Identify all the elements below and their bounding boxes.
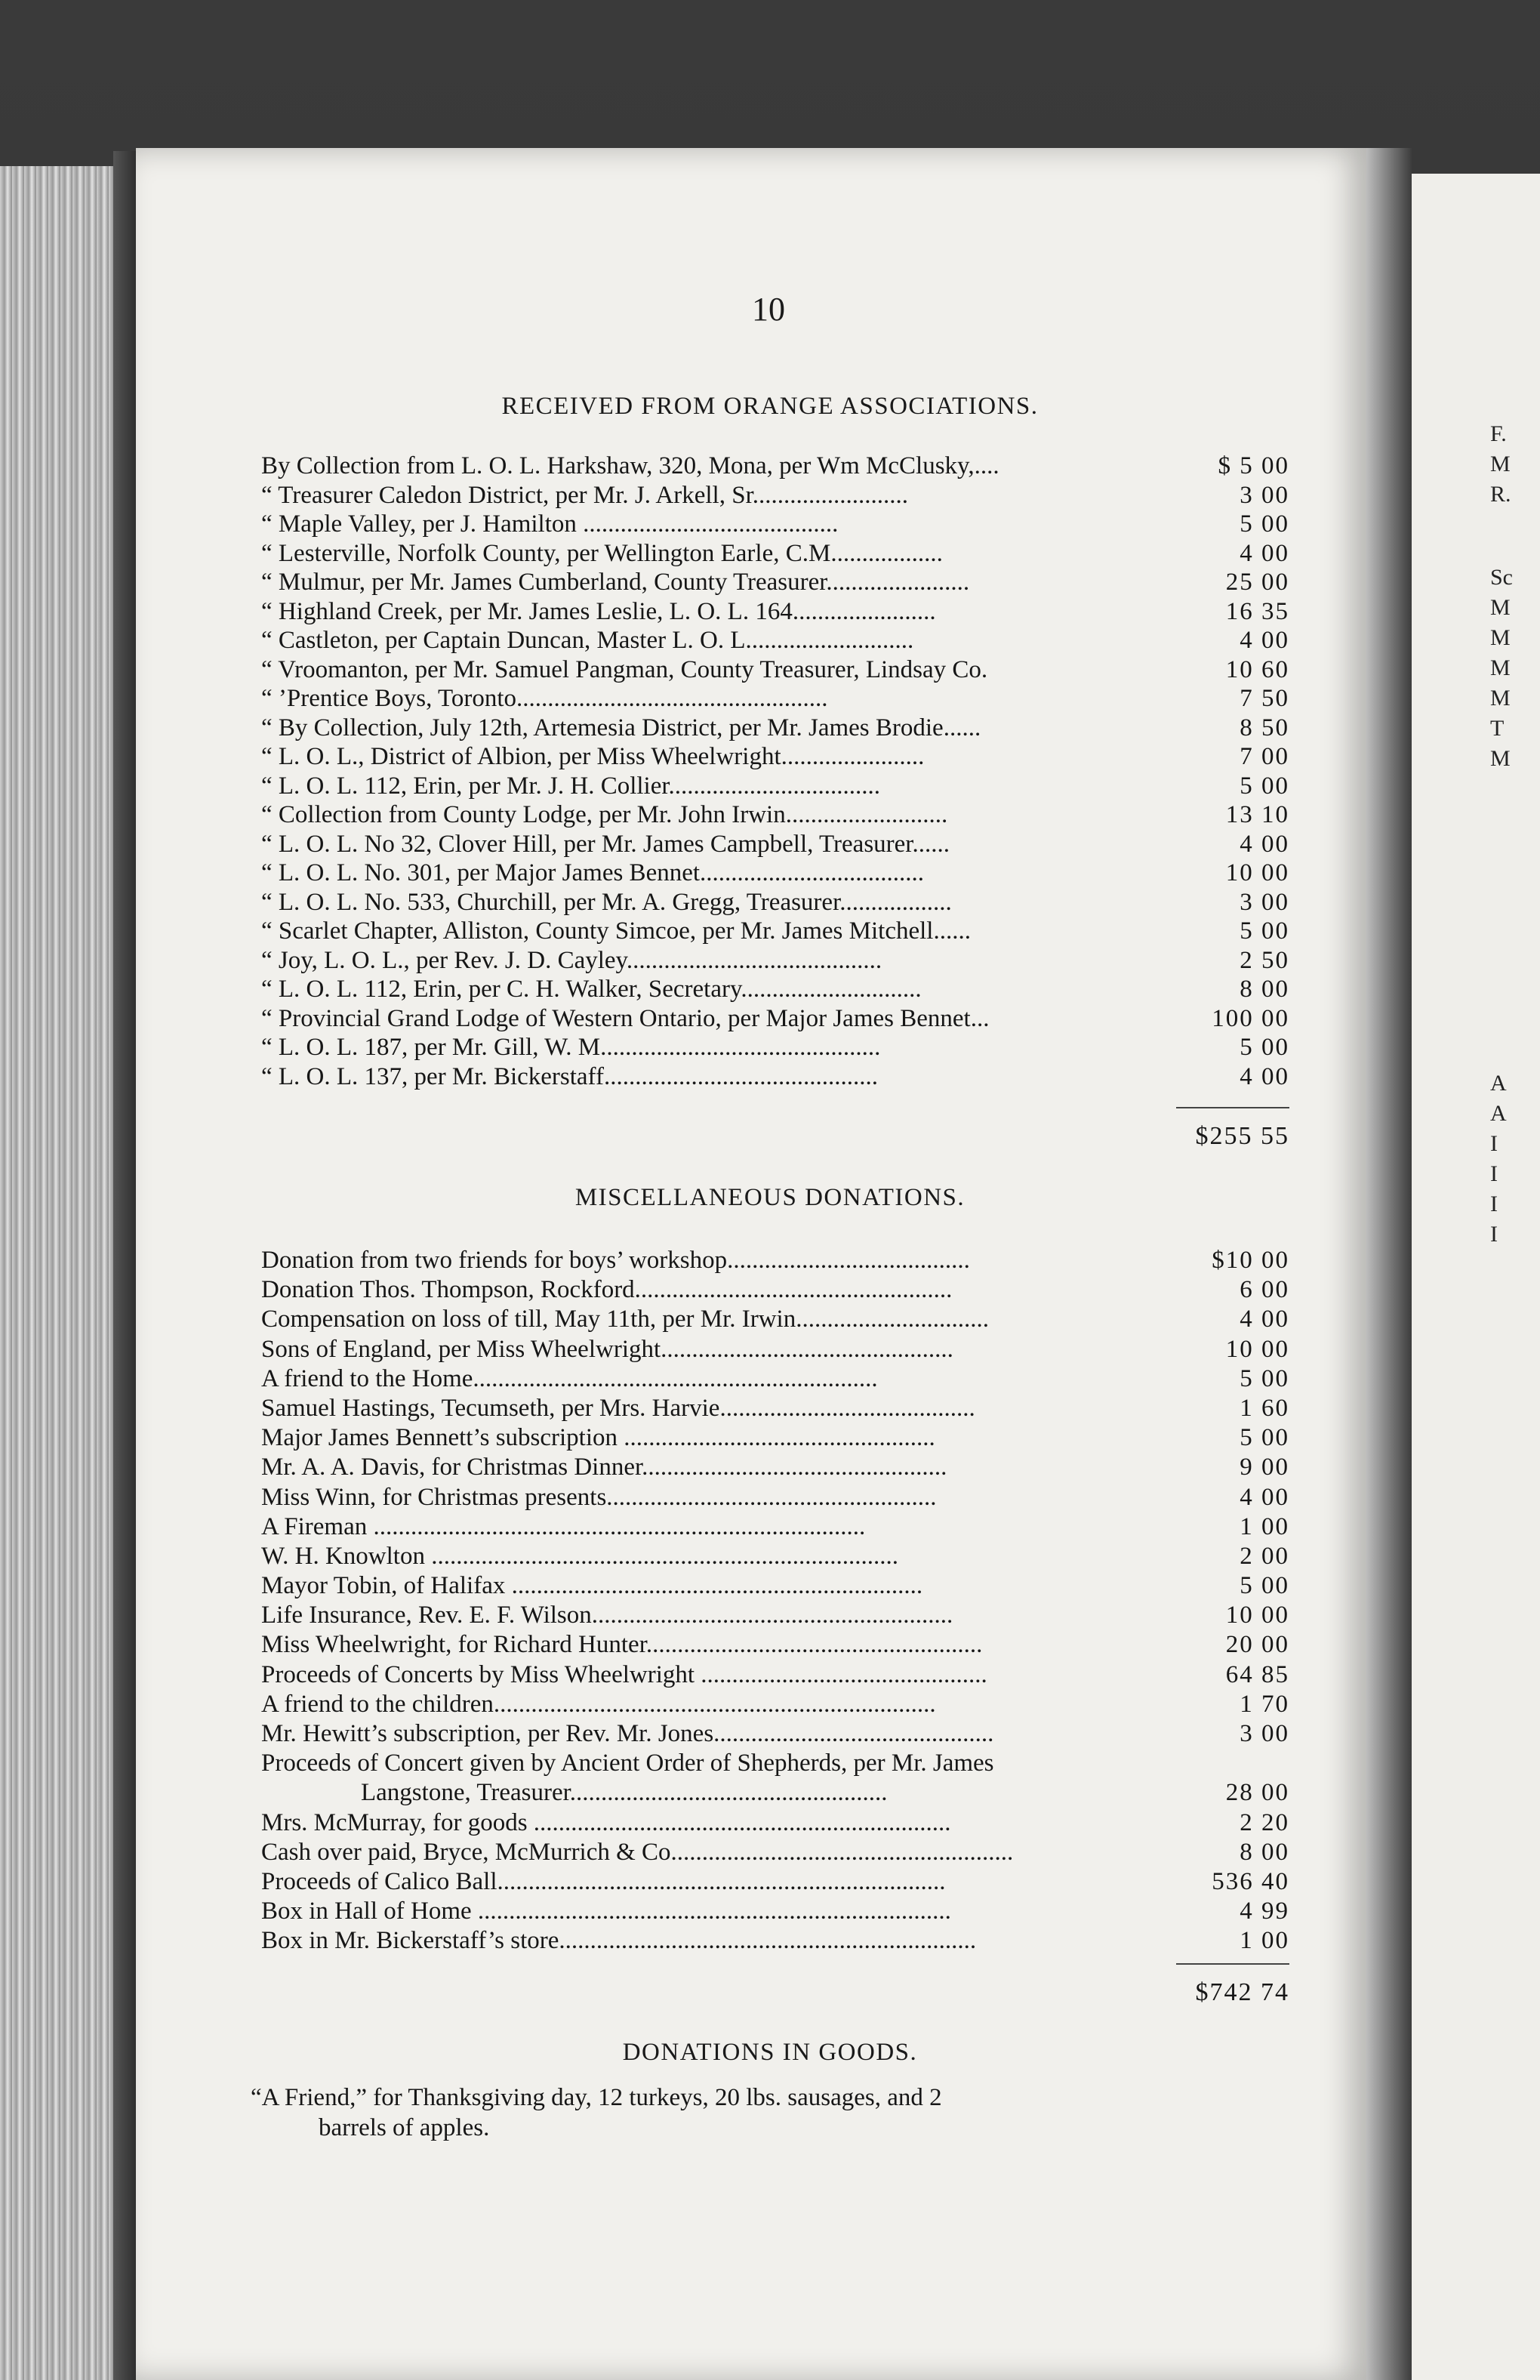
entry-text: Samuel Hastings, Tecumseth, per Mrs. Harvie......................................... <box>261 1394 975 1422</box>
entry-text: “ L. O. L., District of Albion, per Miss Wheelwright....................... <box>261 743 925 770</box>
entry-text: Mayor Tobin, of Halifax .................................................................. <box>261 1572 923 1600</box>
entry-amount: 1 60 <box>1240 1394 1289 1422</box>
ledger-entry <box>261 1423 1289 1453</box>
entry-amount: 7 50 <box>1240 685 1289 712</box>
entry-amount: 3 00 <box>1240 1720 1289 1747</box>
entry-text: “ L. O. L. No. 533, Churchill, per Mr. A. Gregg, Treasurer.................. <box>261 888 952 916</box>
ledger-entry <box>261 946 1289 976</box>
ledger-entry-continuation <box>261 1778 1289 1808</box>
ledger-entry <box>261 1275 1289 1305</box>
ledger-entry <box>261 859 1289 888</box>
entry-amount: 2 20 <box>1240 1808 1289 1836</box>
ledger-entry <box>261 1749 1289 1778</box>
entry-amount: 3 00 <box>1240 481 1289 509</box>
entry-amount: 536 40 <box>1212 1867 1289 1895</box>
ledger-entry <box>261 888 1289 917</box>
ledger-entry <box>261 1601 1289 1630</box>
facing-page-fragment: A <box>1490 1071 1507 1096</box>
ledger-entry <box>261 1335 1289 1364</box>
ledger-entry <box>261 1808 1289 1838</box>
misc-donations-heading: MISCELLANEOUS DONATIONS. <box>574 1184 966 1211</box>
entry-text: “ Highland Creek, per Mr. James Leslie, L. O. L. 164....................... <box>261 597 936 625</box>
entry-amount: 4 00 <box>1240 1306 1289 1333</box>
goods-line: barrels of apples. <box>319 2114 490 2141</box>
entry-text: “ Treasurer Caledon District, per Mr. J. Arkell, Sr......................... <box>261 481 909 509</box>
ledger-entry <box>261 1630 1289 1660</box>
entry-amount: 4 00 <box>1240 1483 1289 1511</box>
ledger-entry <box>261 1897 1289 1926</box>
entry-amount: 13 10 <box>1225 801 1289 828</box>
entry-text: A friend to the Home................................................................. <box>261 1364 878 1392</box>
entry-text: Compensation on loss of till, May 11th, per Mr. Irwin............................... <box>261 1306 989 1333</box>
facing-page-fragment: M <box>1490 686 1511 711</box>
entry-amount: 1 00 <box>1240 1512 1289 1540</box>
facing-page-fragment: I <box>1490 1192 1498 1216</box>
entry-text: “ Vroomanton, per Mr. Samuel Pangman, County Treasurer, Lindsay Co. <box>261 655 988 683</box>
entry-text: Proceeds of Calico Ball........................................................................ <box>261 1867 946 1895</box>
entry-amount: 25 00 <box>1225 569 1289 596</box>
ledger-entry <box>261 917 1289 946</box>
ledger-entry <box>261 597 1289 627</box>
ledger-entry <box>261 684 1289 714</box>
entry-text: “ Scarlet Chapter, Alliston, County Simcoe, per Mr. James Mitchell...... <box>261 917 971 945</box>
ledger-entry <box>261 655 1289 685</box>
entry-amount: 5 00 <box>1240 917 1289 945</box>
entry-text: “ Collection from County Lodge, per Mr. John Irwin.......................... <box>261 801 948 828</box>
ledger-entry <box>261 800 1289 830</box>
facing-page-fragment: M <box>1490 595 1511 620</box>
misc-total: $742 74 <box>1195 1978 1289 2006</box>
ledger-entry <box>261 1512 1289 1542</box>
ledger-entry <box>261 975 1289 1004</box>
entry-text: “ Maple Valley, per J. Hamilton ......................................... <box>261 510 839 538</box>
goods-line: “A Friend,” for Thanksgiving day, 12 turkeys, 20 lbs. sausages, and 2 <box>251 2084 942 2111</box>
entry-amount: 4 00 <box>1240 830 1289 858</box>
entry-text: Mr. Hewitt’s subscription, per Rev. Mr. Jones............................................. <box>261 1720 994 1747</box>
entry-text: “ By Collection, July 12th, Artemesia District, per Mr. James Brodie...... <box>261 714 981 741</box>
facing-page-fragment: R. <box>1490 482 1511 507</box>
entry-text: Cash over paid, Bryce, McMurrich & Co....................................................... <box>261 1838 1014 1866</box>
entry-amount: 2 50 <box>1240 946 1289 974</box>
entry-text: “ ’Prentice Boys, Toronto.................................................. <box>261 685 828 712</box>
entry-amount: 6 00 <box>1240 1276 1289 1304</box>
entry-amount: 2 00 <box>1240 1542 1289 1570</box>
entry-amount: 4 00 <box>1240 627 1289 654</box>
entry-amount: 10 60 <box>1225 655 1289 683</box>
entry-text: Proceeds of Concert given by Ancient Order of Shepherds, per Mr. James <box>261 1750 994 1777</box>
entry-amount: 7 00 <box>1240 743 1289 770</box>
entry-text: Mrs. McMurray, for goods ................................................................... <box>261 1808 951 1836</box>
entry-text: “ L. O. L. 112, Erin, per C. H. Walker, Secretary............................. <box>261 976 922 1003</box>
facing-page-fragment: A <box>1490 1101 1507 1126</box>
entry-amount: 8 50 <box>1240 714 1289 741</box>
entry-text: Sons of England, per Miss Wheelwright............................................... <box>261 1335 953 1363</box>
goods-donations-heading: DONATIONS IN GOODS. <box>622 2039 918 2066</box>
ledger-entry <box>261 1660 1289 1690</box>
entry-text: “ L. O. L. 137, per Mr. Bickerstaff............................................ <box>261 1062 878 1090</box>
ledger-entry <box>261 1690 1289 1719</box>
entry-amount: 4 00 <box>1240 1062 1289 1090</box>
entry-amount: $ 5 00 <box>1218 452 1289 479</box>
entry-text: “ Joy, L. O. L., per Rev. J. D. Cayley......................................... <box>261 946 882 974</box>
facing-page-fragment: M <box>1490 625 1511 650</box>
entry-amount: 8 00 <box>1240 1838 1289 1866</box>
entry-text: “ L. O. L. 187, per Mr. Gill, W. M............................................. <box>261 1034 881 1061</box>
entry-text: A friend to the children....................................................................... <box>261 1690 936 1718</box>
entry-amount: 9 00 <box>1240 1454 1289 1481</box>
entry-amount: 10 00 <box>1225 859 1289 886</box>
entry-amount: 100 00 <box>1212 1004 1289 1032</box>
entry-amount: 5 00 <box>1240 772 1289 800</box>
entry-text: W. H. Knowlton ........................................................................... <box>261 1542 898 1570</box>
entry-amount: 3 00 <box>1240 888 1289 916</box>
entry-text: Donation Thos. Thompson, Rockford................................................... <box>261 1276 953 1304</box>
entry-amount: 28 00 <box>1225 1779 1289 1807</box>
entry-amount: $10 00 <box>1212 1247 1289 1274</box>
entry-amount: 10 00 <box>1225 1602 1289 1629</box>
entry-text: “ L. O. L. No 32, Clover Hill, per Mr. James Campbell, Treasurer...... <box>261 830 950 858</box>
ledger-entry <box>261 539 1289 569</box>
ledger-entry <box>261 1483 1289 1512</box>
entry-text: “ Provincial Grand Lodge of Western Ontario, per Major James Bennet... <box>261 1004 990 1032</box>
facing-page-fragment: T <box>1490 716 1505 741</box>
ledger-entry <box>261 1453 1289 1482</box>
entry-amount: 20 00 <box>1225 1631 1289 1659</box>
ledger-entry <box>261 1867 1289 1897</box>
orange-total: $255 55 <box>1195 1122 1289 1150</box>
facing-page-fragment: M <box>1490 746 1511 771</box>
entry-text: Miss Winn, for Christmas presents..................................................... <box>261 1483 937 1511</box>
ledger-entry <box>261 1926 1289 1956</box>
goods-donation-entry <box>251 2082 1217 2143</box>
ledger-entry <box>261 1542 1289 1571</box>
facing-page-fragment: I <box>1490 1131 1498 1156</box>
entry-amount: 5 00 <box>1240 1364 1289 1392</box>
ledger-entry <box>261 1033 1289 1062</box>
entry-amount: 10 00 <box>1225 1335 1289 1363</box>
misc-donations-list <box>261 1246 1289 1956</box>
ledger-entry <box>261 568 1289 597</box>
ledger-entry <box>261 452 1289 481</box>
entry-text: Major James Bennett’s subscription .................................................. <box>261 1424 935 1452</box>
entry-amount: 5 00 <box>1240 1034 1289 1061</box>
total-rule <box>1176 1107 1289 1108</box>
ledger-entry <box>261 1364 1289 1394</box>
entry-text: “ Mulmur, per Mr. James Cumberland, County Treasurer....................... <box>261 569 970 596</box>
entry-amount: 5 00 <box>1240 1572 1289 1600</box>
entry-text: Miss Wheelwright, for Richard Hunter...................................................... <box>261 1631 983 1659</box>
entry-text: “ Castleton, per Captain Duncan, Master L. O. L........................... <box>261 627 914 654</box>
ledger-entry <box>261 714 1289 743</box>
entry-text: A Fireman ............................................................................... <box>261 1512 866 1540</box>
entry-text: Donation from two friends for boys’ workshop....................................... <box>261 1247 970 1274</box>
ledger-entry <box>261 1719 1289 1749</box>
entry-text: “ L. O. L. No. 301, per Major James Bennet.................................... <box>261 859 925 886</box>
page-number: 10 <box>752 291 785 328</box>
entry-amount: 1 00 <box>1240 1927 1289 1955</box>
ledger-entry <box>261 830 1289 859</box>
facing-page-fragment: F. <box>1490 421 1507 446</box>
ledger-entry <box>261 742 1289 772</box>
entry-text: Proceeds of Concerts by Miss Wheelwright .............................................. <box>261 1660 987 1688</box>
entry-amount: 5 00 <box>1240 510 1289 538</box>
entry-text: “ Lesterville, Norfolk County, per Wellington Earle, C.M.................. <box>261 539 943 567</box>
ledger-entry <box>261 1838 1289 1867</box>
entry-text: Mr. A. A. Davis, for Christmas Dinner................................................. <box>261 1454 947 1481</box>
entry-text: Box in Mr. Bickerstaff’s store................................................................... <box>261 1927 977 1955</box>
facing-page-fragment: I <box>1490 1161 1498 1186</box>
entry-text: Life Insurance, Rev. E. F. Wilson.......................................................... <box>261 1602 953 1629</box>
facing-page-fragment: Sc <box>1490 565 1513 590</box>
orange-associations-list <box>261 452 1289 1091</box>
entry-amount: 64 85 <box>1225 1660 1289 1688</box>
ledger-entry <box>261 1571 1289 1601</box>
entry-amount: 4 99 <box>1240 1898 1289 1925</box>
entry-text: Langstone, Treasurer................................................... <box>361 1779 888 1807</box>
ledger-entry <box>261 626 1289 655</box>
entry-amount: 5 00 <box>1240 1424 1289 1452</box>
facing-page-fragment: M <box>1490 655 1511 680</box>
facing-page-fragment: M <box>1490 452 1511 476</box>
ledger-entry <box>261 1305 1289 1334</box>
ledger-entry <box>261 1004 1289 1034</box>
ledger-entry <box>261 1246 1289 1275</box>
entry-text: Box in Hall of Home ............................................................................ <box>261 1898 951 1925</box>
ledger-entry <box>261 510 1289 539</box>
orange-associations-heading: RECEIVED FROM ORANGE ASSOCIATIONS. <box>501 393 1039 420</box>
entry-amount: 4 00 <box>1240 539 1289 567</box>
ledger-entry <box>261 1394 1289 1423</box>
entry-amount: 16 35 <box>1225 597 1289 625</box>
entry-text: By Collection from L. O. L. Harkshaw, 320, Mona, per Wm McClusky,.... <box>261 452 999 479</box>
facing-page-fragment: I <box>1490 1222 1498 1247</box>
entry-amount: 1 70 <box>1240 1690 1289 1718</box>
ledger-entry <box>261 481 1289 510</box>
ledger-entry <box>261 772 1289 801</box>
total-rule <box>1176 1963 1289 1965</box>
entry-amount: 8 00 <box>1240 976 1289 1003</box>
entry-text: “ L. O. L. 112, Erin, per Mr. J. H. Collier.................................. <box>261 772 881 800</box>
ledger-entry <box>261 1062 1289 1092</box>
